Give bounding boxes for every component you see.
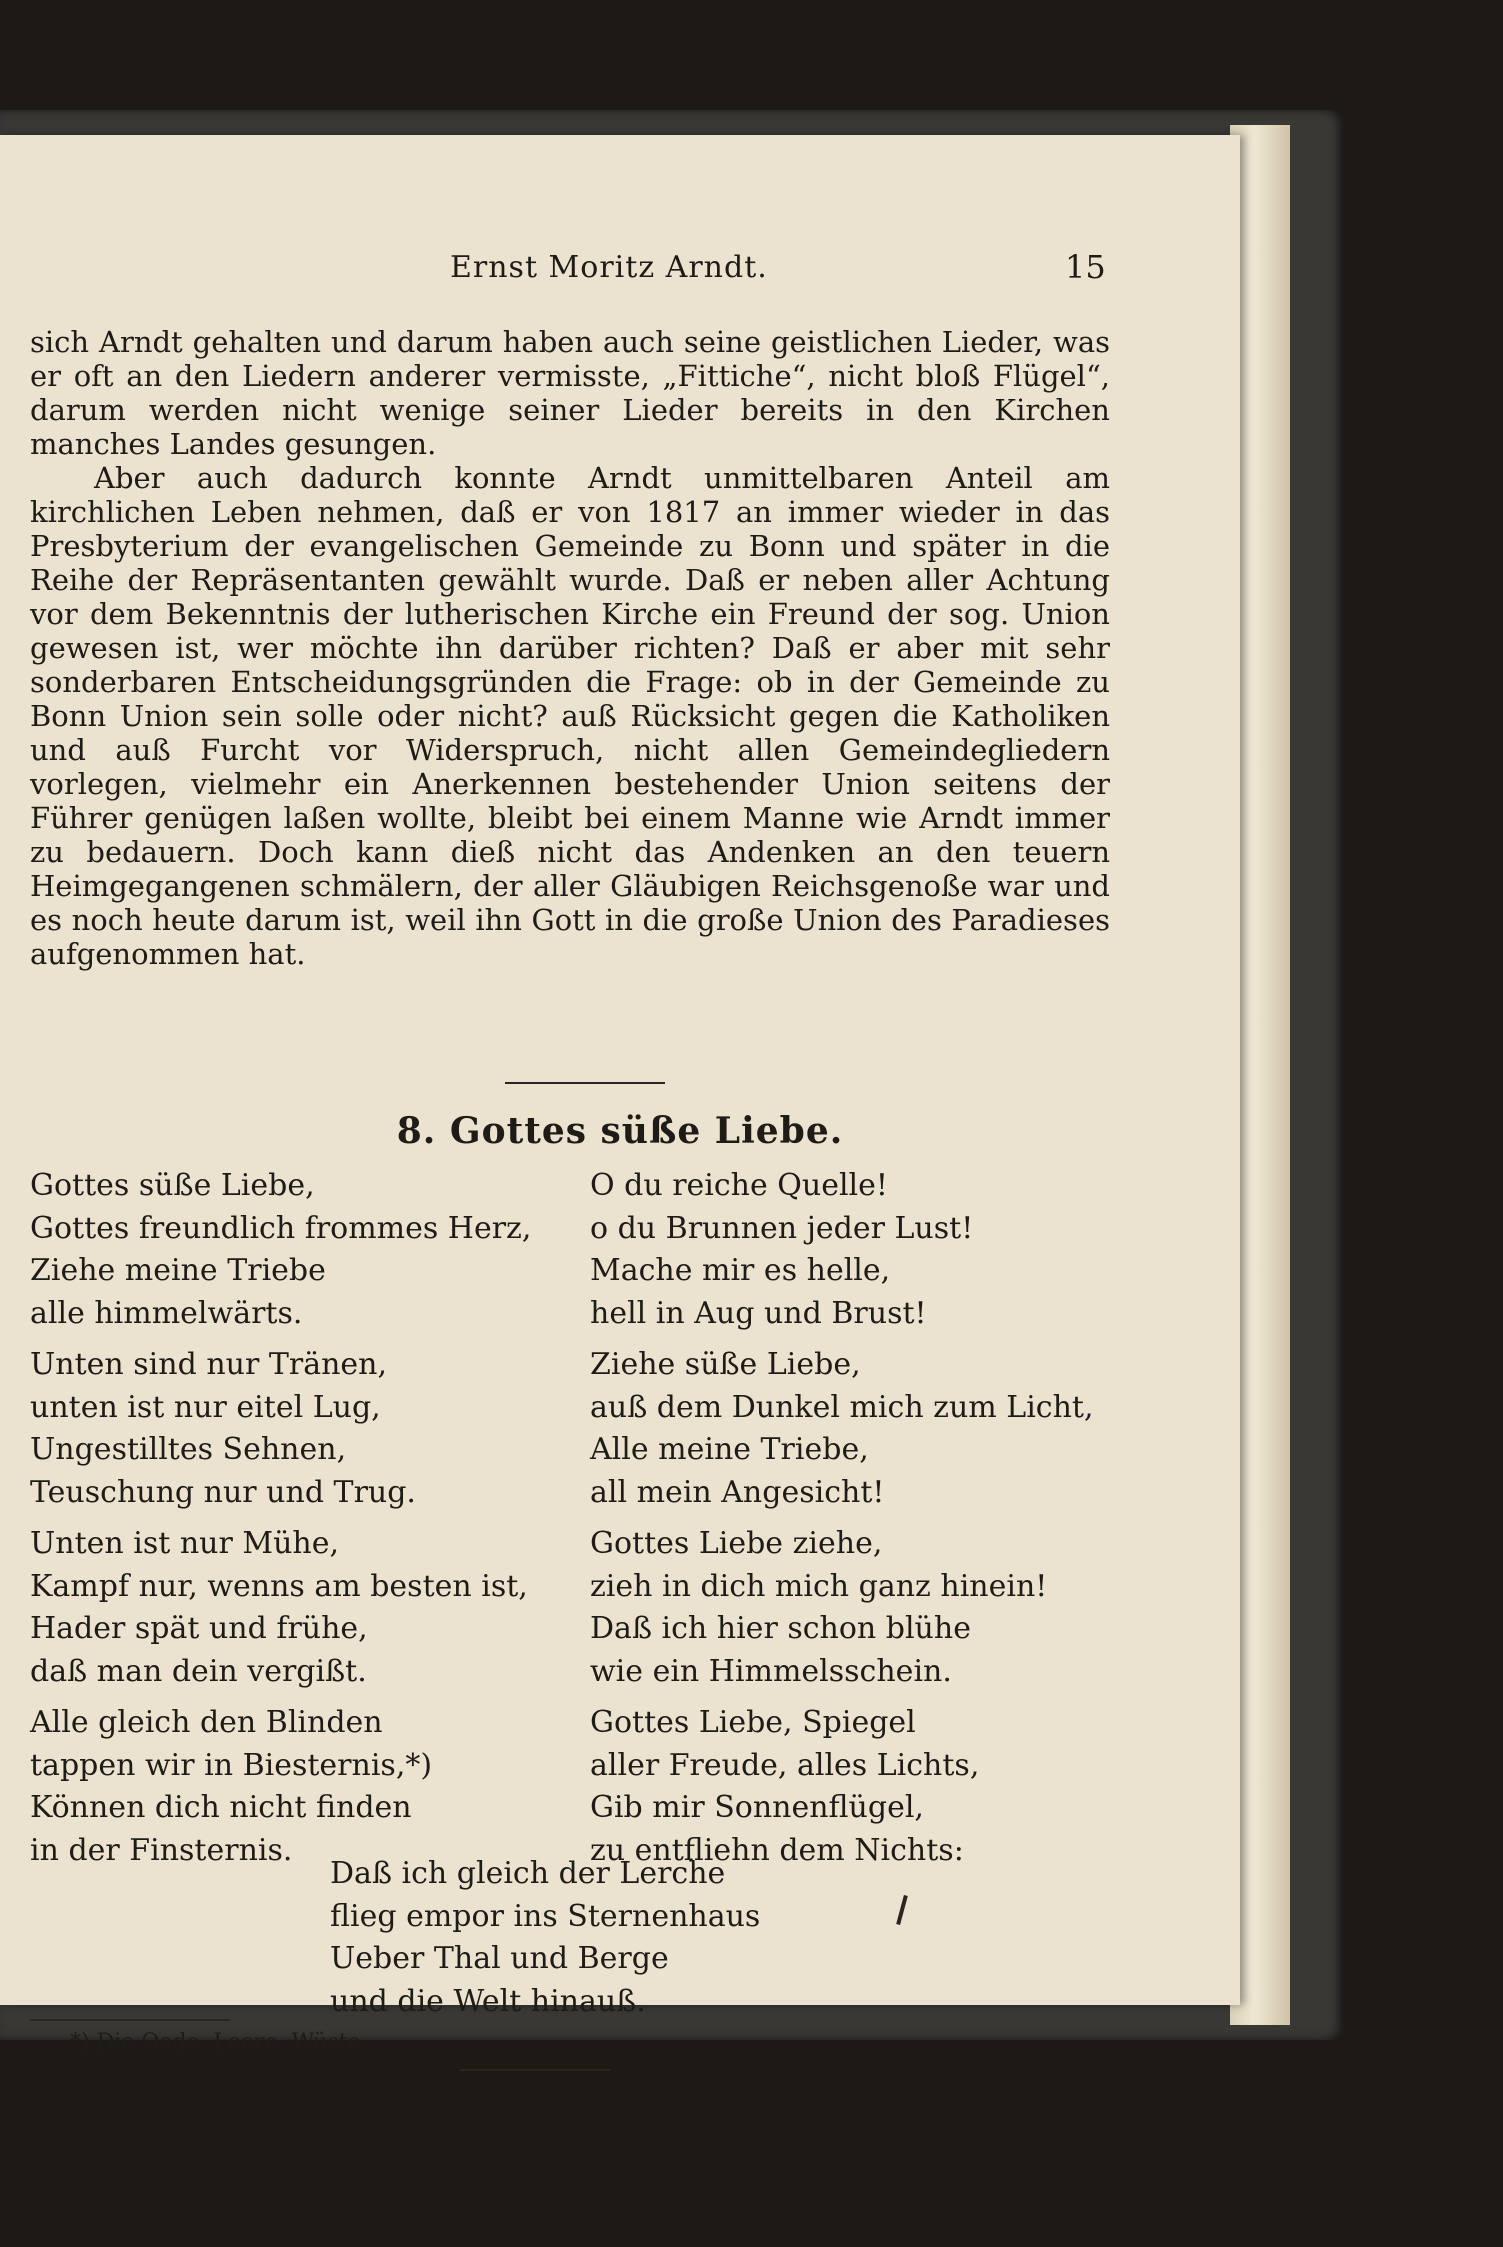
verse-line: Alle gleich den Blinden bbox=[30, 1705, 383, 1740]
verse-line: o du Brunnen jeder Lust! bbox=[590, 1210, 974, 1246]
verse-line: in der Finsternis. bbox=[30, 1832, 293, 1868]
closing-rule bbox=[460, 2069, 610, 2071]
ink-mark bbox=[896, 1895, 908, 1925]
prose-text bbox=[30, 325, 1110, 971]
verse-line: Unten sind nur Tränen, bbox=[30, 1347, 388, 1382]
verse-line: Gib mir Sonnenflügel, bbox=[590, 1790, 924, 1825]
running-title: Ernst Moritz Arndt. bbox=[450, 250, 768, 285]
verse-line: Daß ich gleich der Lerche bbox=[330, 1856, 726, 1891]
stanza bbox=[590, 1702, 1150, 1872]
poem-right-column bbox=[590, 1165, 1150, 1881]
verse-line: Ueber Thal und Berge bbox=[330, 1941, 669, 1976]
footnote-divider bbox=[30, 2019, 230, 2021]
verse-line: daß man dein vergißt. bbox=[30, 1653, 367, 1689]
stanza bbox=[30, 1165, 560, 1335]
verse-line: unten ist nur eitel Lug, bbox=[30, 1389, 381, 1425]
paragraph: sich Arndt gehalten und darum haben auch seine geistlichen Lieder, was er oft an den Liedern anderer vermisste, „Fittiche“, nicht bloß Flügel“, darum werden nicht wenige seiner Lieder bereits in den Kirchen manches Landes gesungen. bbox=[30, 325, 1110, 461]
stanza bbox=[30, 1344, 560, 1514]
poem-left-column bbox=[30, 1165, 560, 1881]
verse-line: Ungestilltes Sehnen, bbox=[30, 1432, 347, 1467]
verse-line: Unten ist nur Mühe, bbox=[30, 1526, 340, 1561]
verse-line: Gottes Liebe ziehe, bbox=[590, 1526, 883, 1561]
verse-line: zieh in dich mich ganz hinein! bbox=[590, 1568, 1048, 1604]
verse-line: Können dich nicht finden bbox=[30, 1790, 412, 1825]
page-number: 15 bbox=[1065, 248, 1106, 286]
verse-line: Gottes freundlich frommes Herz, bbox=[30, 1210, 532, 1246]
poem-title: 8. Gottes süße Liebe. bbox=[396, 1110, 844, 1152]
section-divider bbox=[505, 1082, 665, 1084]
verse-line: O du reiche Quelle! bbox=[590, 1168, 888, 1203]
stanza bbox=[30, 1702, 560, 1872]
verse-line: Mache mir es helle, bbox=[590, 1253, 891, 1288]
verse-line: Ziehe meine Triebe bbox=[30, 1253, 326, 1288]
book-page bbox=[0, 135, 1240, 2055]
stanza bbox=[590, 1344, 1150, 1514]
verse-line: Hader spät und frühe, bbox=[30, 1611, 368, 1646]
stanza bbox=[590, 1523, 1150, 1693]
verse-line: aller Freude, alles Lichts, bbox=[590, 1747, 980, 1783]
verse-line: hell in Aug und Brust! bbox=[590, 1295, 927, 1331]
paragraph: Aber auch dadurch konnte Arndt unmittelbaren Anteil am kirchlichen Leben nehmen, daß er von 1817 an immer wieder in das Presbyterium der evangelischen Gemeinde zu Bonn und später in die Reihe der Repräsentanten gewählt wurde. Daß er neben aller Achtung vor dem Bekenntnis der lutherischen Kirche ein Freund der sog. Union gewesen ist, wer möchte ihn darüber richten? Daß er aber mit sehr sonderbaren Entscheidungsgründen die Frage: ob in der Gemeinde zu Bonn Union sein solle oder nicht? auß Rücksicht gegen die Katholiken und auß Furcht vor Widerspruch, nicht allen Gemeindegliedern vorlegen, vielmehr ein Anerkennen bestehender Union seitens der Führer genügen laßen wollte, bleibt bei einem Manne wie Arndt immer zu bedauern. Doch kann dieß nicht das Andenken an den teuern Heimgegangenen schmälern, der aller Gläubigen Reichsgenoße war und es noch heute darum ist, weil ihn Gott in die große Union des Paradieses aufgenommen hat. bbox=[30, 461, 1110, 971]
verse-line: tappen wir in Biesternis,*) bbox=[30, 1747, 433, 1783]
verse-line: Gottes süße Liebe, bbox=[30, 1168, 315, 1203]
verse-line: auß dem Dunkel mich zum Licht, bbox=[590, 1389, 1094, 1425]
verse-line: alle himmelwärts. bbox=[30, 1295, 303, 1331]
final-stanza bbox=[330, 1853, 830, 2023]
footnote: *) Die Oede, Leere, Wüste. bbox=[70, 2030, 368, 2055]
verse-line: Teuschung nur und Trug. bbox=[30, 1474, 416, 1510]
verse-line: zu entfliehn dem Nichts: bbox=[590, 1832, 964, 1868]
verse-line: Gottes Liebe, Spiegel bbox=[590, 1705, 916, 1740]
verse-line: Daß ich hier schon blühe bbox=[590, 1611, 971, 1646]
verse-line: Kampf nur, wenns am besten ist, bbox=[30, 1568, 528, 1604]
verse-line: all mein Angesicht! bbox=[590, 1474, 885, 1510]
verse-line: wie ein Himmelsschein. bbox=[590, 1653, 952, 1689]
verse-line: Ziehe süße Liebe, bbox=[590, 1347, 861, 1382]
verse-line: und die Welt hinauß. bbox=[330, 1983, 646, 2019]
page-header bbox=[0, 250, 1240, 300]
stanza bbox=[590, 1165, 1150, 1335]
verse-line: flieg empor ins Sternenhaus bbox=[330, 1898, 761, 1934]
stanza bbox=[30, 1523, 560, 1693]
verse-line: Alle meine Triebe, bbox=[590, 1432, 869, 1467]
